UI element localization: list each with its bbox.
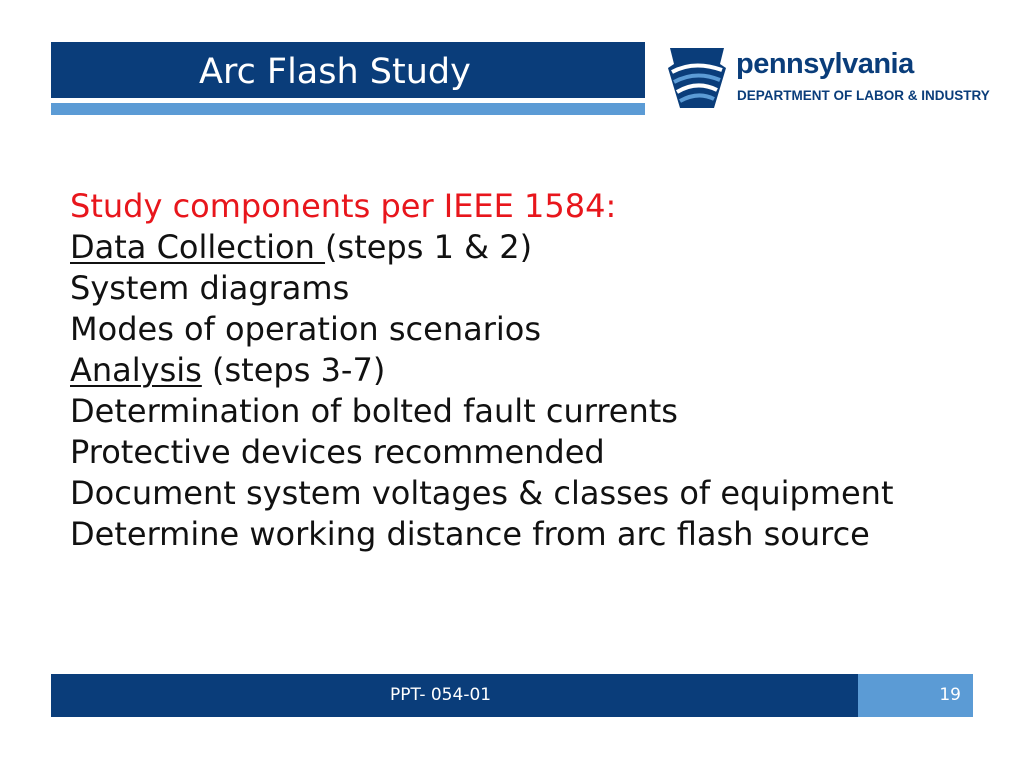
title-bar (51, 42, 645, 98)
content-heading: Study components per IEEE 1584: (70, 187, 617, 225)
title-accent-bar (51, 103, 645, 115)
content-line-system-voltages: Document system voltages & classes of equipment (70, 474, 894, 512)
content-line-protective-devices: Protective devices recommended (70, 433, 605, 471)
page-number-box (858, 674, 973, 717)
content-line-system-diagrams: System diagrams (70, 269, 350, 307)
pennsylvania-logo (664, 44, 990, 114)
data-collection-suffix: (steps 1 & 2) (325, 228, 533, 266)
content-line-data-collection (70, 227, 990, 268)
content-line-analysis (70, 350, 990, 391)
logo-name: pennsylvania (736, 48, 914, 80)
footer-bar (51, 674, 973, 717)
content-line-modes-of-operation: Modes of operation scenarios (70, 310, 541, 348)
analysis-suffix: (steps 3-7) (201, 351, 386, 389)
data-collection-label: Data Collection (70, 228, 326, 266)
content-line-working-distance: Determine working distance from arc flash source (70, 515, 870, 553)
logo-department: DEPARTMENT OF LABOR & INDUSTRY (737, 88, 990, 103)
slide-body (70, 186, 990, 555)
page-number: 19 (939, 685, 961, 705)
footer-code: PPT- 054-01 (390, 685, 492, 705)
keystone-logo-icon (664, 44, 730, 112)
slide-title: Arc Flash Study (199, 52, 471, 92)
content-line-bolted-fault: Determination of bolted fault currents (70, 392, 678, 430)
analysis-label: Analysis (70, 351, 202, 389)
